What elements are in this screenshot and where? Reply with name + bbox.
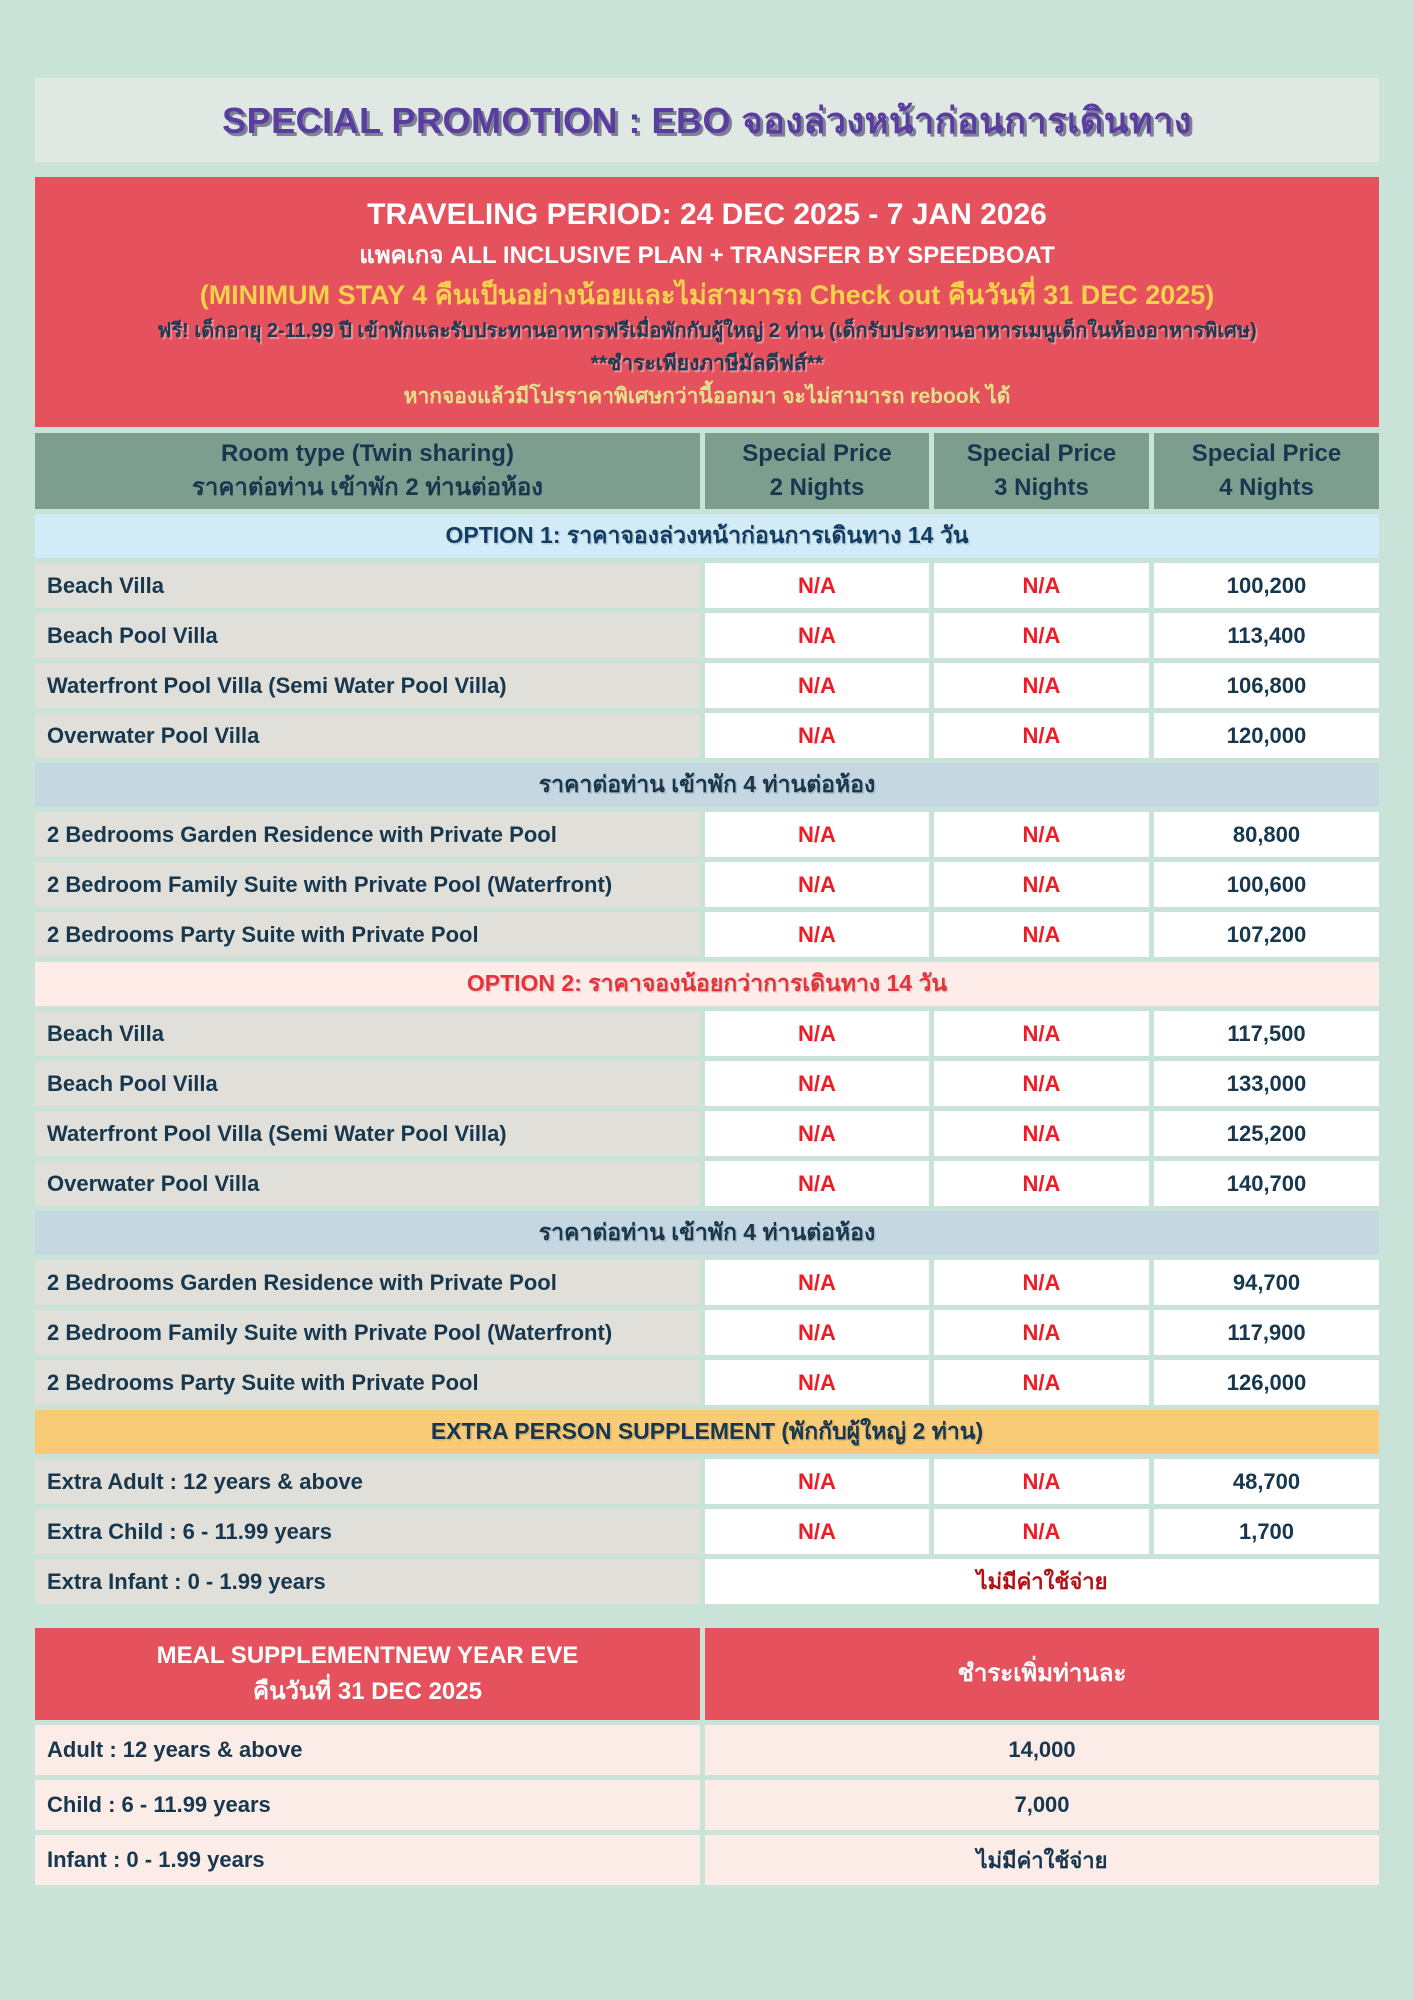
meal-row-value: 7,000 [705, 1780, 1379, 1830]
minimum-stay-line: (MINIMUM STAY 4 คืนเป็นอย่างน้อยและไม่สามารถ Check out คืนวันที่ 31 DEC 2025) [199, 280, 1215, 310]
page-title: SPECIAL PROMOTION : EBO จองล่วงหน้าก่อนการเดินทาง [222, 99, 1192, 141]
meal-table [35, 1628, 1379, 1885]
header-price-2-nights-line1: Special Price [742, 440, 892, 467]
price-4-nights: 133,000 [1154, 1061, 1379, 1106]
room-label: Extra Adult : 12 years & above [35, 1459, 700, 1504]
price-2-nights: N/A [705, 613, 929, 658]
room-label: 2 Bedrooms Party Suite with Private Pool [35, 912, 700, 957]
header-room-type [35, 433, 700, 509]
header-price-4-nights-line1: Special Price [1191, 440, 1342, 467]
price-4-nights: 1,700 [1154, 1509, 1379, 1554]
price-2-nights: N/A [705, 912, 929, 957]
header-price-4-nights [1154, 433, 1379, 509]
header-room-type-line1: Room type (Twin sharing) [221, 440, 514, 467]
price-3-nights: N/A [934, 1111, 1149, 1156]
price-4-nights: 117,500 [1154, 1011, 1379, 1056]
room-label: Beach Villa [35, 1011, 700, 1056]
price-4-nights: 140,700 [1154, 1161, 1379, 1206]
room-label: 2 Bedroom Family Suite with Private Pool (Waterfront) [35, 862, 700, 907]
price-2-nights: N/A [705, 1509, 929, 1554]
price-4-nights: 113,400 [1154, 613, 1379, 658]
price-4-nights: 94,700 [1154, 1260, 1379, 1305]
room-label: 2 Bedrooms Garden Residence with Private Pool [35, 1260, 700, 1305]
meal-row-value: 14,000 [705, 1725, 1379, 1775]
room-label: Overwater Pool Villa [35, 1161, 700, 1206]
title-band [35, 78, 1379, 162]
room-label: Beach Pool Villa [35, 1061, 700, 1106]
meal-row-value: ไม่มีค่าใช้จ่าย [705, 1835, 1379, 1885]
price-3-nights: N/A [934, 1011, 1149, 1056]
meal-row-label: Child : 6 - 11.99 years [35, 1780, 700, 1830]
room-label: Extra Infant : 0 - 1.99 years [35, 1559, 700, 1604]
traveling-period: TRAVELING PERIOD: 24 DEC 2025 - 7 JAN 2026 [367, 198, 1047, 231]
price-2-nights: N/A [705, 663, 929, 708]
price-3-nights: N/A [934, 862, 1149, 907]
room-label: 2 Bedroom Family Suite with Private Pool (Waterfront) [35, 1310, 700, 1355]
price-2-nights: N/A [705, 1360, 929, 1405]
price-2-nights: N/A [705, 1011, 929, 1056]
price-4-nights: 106,800 [1154, 663, 1379, 708]
section-band-sub: ราคาต่อท่าน เข้าพัก 4 ท่านต่อห้อง [35, 1211, 1379, 1255]
package-line: แพคเกจ ALL INCLUSIVE PLAN + TRANSFER BY SPEEDBOAT [359, 242, 1055, 269]
price-2-nights: N/A [705, 862, 929, 907]
price-3-nights: N/A [934, 1360, 1149, 1405]
price-2-nights: N/A [705, 1260, 929, 1305]
price-2-nights: N/A [705, 1111, 929, 1156]
meal-row-label: Adult : 12 years & above [35, 1725, 700, 1775]
price-2-nights: N/A [705, 812, 929, 857]
section-band-option1: OPTION 1: ราคาจองล่วงหน้าก่อนการเดินทาง 14 วัน [35, 514, 1379, 558]
meal-header-right-label: ชำระเพิ่มท่านละ [957, 1660, 1127, 1687]
price-4-nights: 120,000 [1154, 713, 1379, 758]
price-3-nights: N/A [934, 1310, 1149, 1355]
span-value: ไม่มีค่าใช้จ่าย [705, 1559, 1379, 1604]
room-label: Waterfront Pool Villa (Semi Water Pool Villa) [35, 663, 700, 708]
section-band-sub: ราคาต่อท่าน เข้าพัก 4 ท่านต่อห้อง [35, 763, 1379, 807]
header-price-2-nights-line2: 2 Nights [769, 474, 865, 501]
price-2-nights: N/A [705, 1061, 929, 1106]
price-3-nights: N/A [934, 613, 1149, 658]
room-label: 2 Bedrooms Party Suite with Private Pool [35, 1360, 700, 1405]
no-rebook-line: หากจองแล้วมีโปรราคาพิเศษกว่านี้ออกมา จะไม่สามารถ rebook ได้ [403, 385, 1011, 408]
price-3-nights: N/A [934, 912, 1149, 957]
page-content [35, 78, 1379, 1885]
section-band-option2: OPTION 2: ราคาจองน้อยกว่าการเดินทาง 14 วัน [35, 962, 1379, 1006]
promo-banner [35, 177, 1379, 427]
price-2-nights: N/A [705, 563, 929, 608]
price-2-nights: N/A [705, 713, 929, 758]
meal-header-left-line2: คืนวันที่ 31 DEC 2025 [253, 1678, 482, 1705]
room-label: Extra Child : 6 - 11.99 years [35, 1509, 700, 1554]
price-3-nights: N/A [934, 1459, 1149, 1504]
price-3-nights: N/A [934, 1061, 1149, 1106]
price-3-nights: N/A [934, 1509, 1149, 1554]
price-2-nights: N/A [705, 1161, 929, 1206]
price-4-nights: 107,200 [1154, 912, 1379, 957]
room-label: Overwater Pool Villa [35, 713, 700, 758]
price-4-nights: 125,200 [1154, 1111, 1379, 1156]
room-label: Beach Pool Villa [35, 613, 700, 658]
header-price-3-nights-line1: Special Price [966, 440, 1117, 467]
header-price-3-nights-line2: 3 Nights [994, 474, 1089, 501]
meal-header-left-line1: MEAL SUPPLEMENTNEW YEAR EVE [156, 1642, 579, 1669]
price-4-nights: 100,600 [1154, 862, 1379, 907]
price-4-nights: 48,700 [1154, 1459, 1379, 1504]
price-table [35, 433, 1379, 1604]
header-price-3-nights [934, 433, 1149, 509]
price-3-nights: N/A [934, 563, 1149, 608]
price-4-nights: 117,900 [1154, 1310, 1379, 1355]
free-child-line: ฟรี! เด็กอายุ 2-11.99 ปี เข้าพักและรับประทานอาหารฟรีเมื่อพักกับผู้ใหญ่ 2 ท่าน (เด็กรับประทานอาหารเมนูเด็กในห้องอาหารพิเศษ) [157, 320, 1257, 342]
price-3-nights: N/A [934, 812, 1149, 857]
tax-only-line: **ชำระเพียงภาษีมัลดีฟส์** [590, 352, 824, 375]
room-label: Waterfront Pool Villa (Semi Water Pool Villa) [35, 1111, 700, 1156]
meal-row-label: Infant : 0 - 1.99 years [35, 1835, 700, 1885]
price-3-nights: N/A [934, 1161, 1149, 1206]
section-band-extra: EXTRA PERSON SUPPLEMENT (พักกับผู้ใหญ่ 2 ท่าน) [35, 1410, 1379, 1454]
price-3-nights: N/A [934, 1260, 1149, 1305]
price-2-nights: N/A [705, 1459, 929, 1504]
header-price-4-nights-line2: 4 Nights [1219, 474, 1314, 501]
price-3-nights: N/A [934, 663, 1149, 708]
room-label: Beach Villa [35, 563, 700, 608]
price-3-nights: N/A [934, 713, 1149, 758]
meal-header-left [35, 1628, 700, 1720]
room-label: 2 Bedrooms Garden Residence with Private Pool [35, 812, 700, 857]
price-2-nights: N/A [705, 1310, 929, 1355]
header-price-2-nights [705, 433, 929, 509]
price-4-nights: 100,200 [1154, 563, 1379, 608]
header-room-type-line2: ราคาต่อท่าน เข้าพัก 2 ท่านต่อห้อง [191, 474, 544, 501]
price-4-nights: 80,800 [1154, 812, 1379, 857]
price-4-nights: 126,000 [1154, 1360, 1379, 1405]
meal-header-right [705, 1628, 1379, 1720]
